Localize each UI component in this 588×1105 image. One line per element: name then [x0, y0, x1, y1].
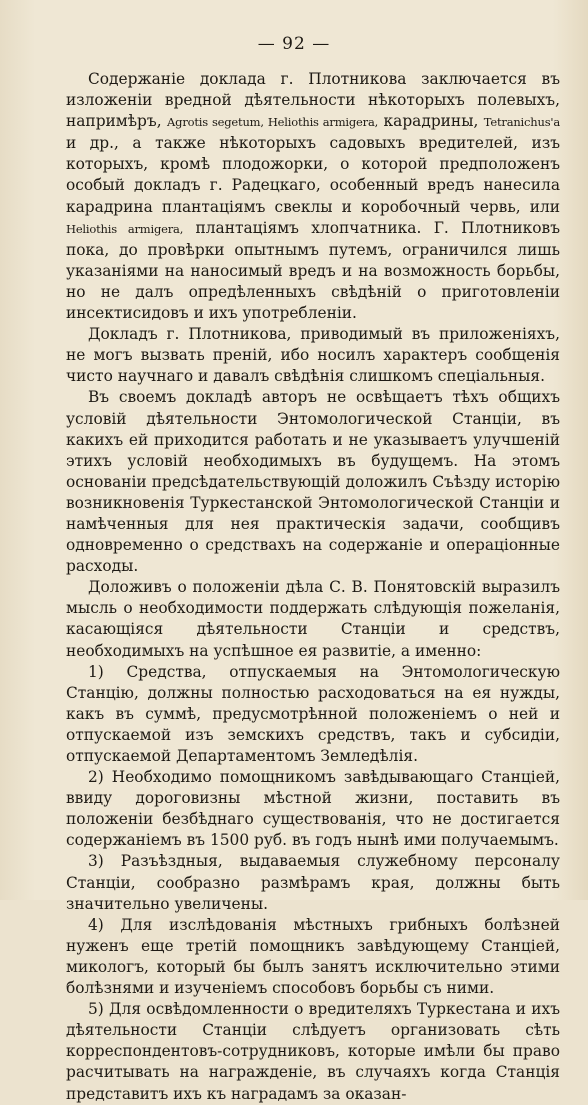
text-segment: карадрины, — [378, 112, 484, 131]
page-number: — 92 — — [257, 34, 331, 54]
list-item-mycologist — [66, 915, 560, 999]
list-item-travel-expenses — [66, 851, 560, 914]
paragraph-report-discussion — [66, 324, 560, 387]
list-item-correspondents — [66, 999, 560, 1104]
text-segment: Въ своемъ докладѣ авторъ не освѣщаетъ тѣхъ общихъ условій дѣятельности Энтомологической Станціи, въ какихъ ей приходится работать и не указываетъ улучшеній этихъ условій необходимыхъ въ будущемъ. На этомъ основаніи предсѣдательствующій доложилъ Съѣзду исторію возникновенія Туркестанской Энтомологической Станціи и намѣченныя для нея практическія задачи, сообщивъ одновременно о средствахъ на содержаніе и операціонные расходы. — [66, 388, 560, 576]
body-text — [66, 69, 560, 1105]
text-segment: Доложивъ о положеніи дѣла С. В. Понятовскій выразилъ мысль о необходимости поддержать слѣдующія пожеланія, касающіяся дѣятельности Станціи и средствъ, необходимыхъ на успѣшное ея развитіе, а именно: — [66, 578, 560, 660]
paragraph-ponyatovsky-proposals — [66, 577, 560, 661]
text-segment: и др., а также нѣкоторыхъ садовыхъ вредителей, изъ которыхъ, кромѣ плодожорки, о которой предположенъ особый докладъ г. Радецкаго, особенный вредъ нанесила карадрина плантаціямъ свеклы и коробочный червь, или — [66, 134, 560, 216]
text-segment: 4) Для изслѣдованія мѣстныхъ грибныхъ болѣзней нуженъ еще третій помощникъ завѣдующему Станціей, микологъ, который бы былъ занятъ исключительно этими болѣзнями и изученіемъ способовъ борьбы съ ними. — [66, 915, 560, 998]
text-segment: 1) Средства, отпускаемыя на Энтомологическую Станцію, должны полностью расходоваться на ея нужды, какъ въ суммѣ, предусмотрѣнной положеніемъ о ней и отпускаемой изъ земскихъ средствъ, такъ и субсидіи, отпускаемой Департаментомъ Земледѣлія. — [66, 662, 560, 765]
paragraph-station-conditions — [66, 387, 560, 577]
text-segment: Докладъ г. Плотникова, приводимый въ приложеніяхъ, не могъ вызвать преній, ибо носилъ характеръ сообщенія чисто научнаго и давалъ свѣдѣнія слишкомъ спеціальныя. — [66, 325, 560, 386]
text-segment: 5) Для освѣдомленности о вредителяхъ Туркестана и ихъ дѣятельности Станціи слѣдуетъ организовать сѣть корреспондентовъ-сотрудниковъ, которые имѣли бы право расчитывать на награжденіе, въ случаяхъ когда Станція представитъ ихъ къ наградамъ за оказан- — [66, 1000, 560, 1103]
latin-species-name: Tetranichus'a — [483, 115, 561, 130]
latin-species-name: Heliothis armigera, — [66, 221, 184, 236]
paragraph-plotnikov-report — [66, 69, 560, 324]
list-item-assistant-salary — [66, 767, 560, 851]
text-segment: плантаціямъ хлопчатника. Г. Плотниковъ пока, до провѣрки опытнымъ путемъ, ограничился лишь указаніями на наносимый вредъ и на возможность борьбы, но не далъ опредѣленныхъ свѣдѣній о приготовленіи инсектисидовъ и ихъ употребленіи. — [66, 218, 560, 323]
latin-species-name: Agrotis segetum, Heliothis armigera, — [167, 115, 379, 130]
text-segment: Содержаніе доклада г. Плотникова заключается въ изложеніи вредной дѣятельности нѣкоторыхъ полевыхъ, напримѣръ, — [66, 70, 560, 131]
list-item-funding — [66, 662, 560, 767]
text-segment: 2) Необходимо помощникомъ завѣдывающаго Станціей, ввиду дороговизны мѣстной жизни, поставить въ положеніи безбѣднаго существованія, что не достигается содержаніемъ въ 1500 руб. въ годъ нынѣ ими получаемымъ. — [66, 768, 560, 850]
text-segment: 3) Разъѣздныя, выдаваемыя служебному персоналу Станціи, сообразно размѣрамъ края, должны быть значительно увеличены. — [66, 852, 560, 913]
